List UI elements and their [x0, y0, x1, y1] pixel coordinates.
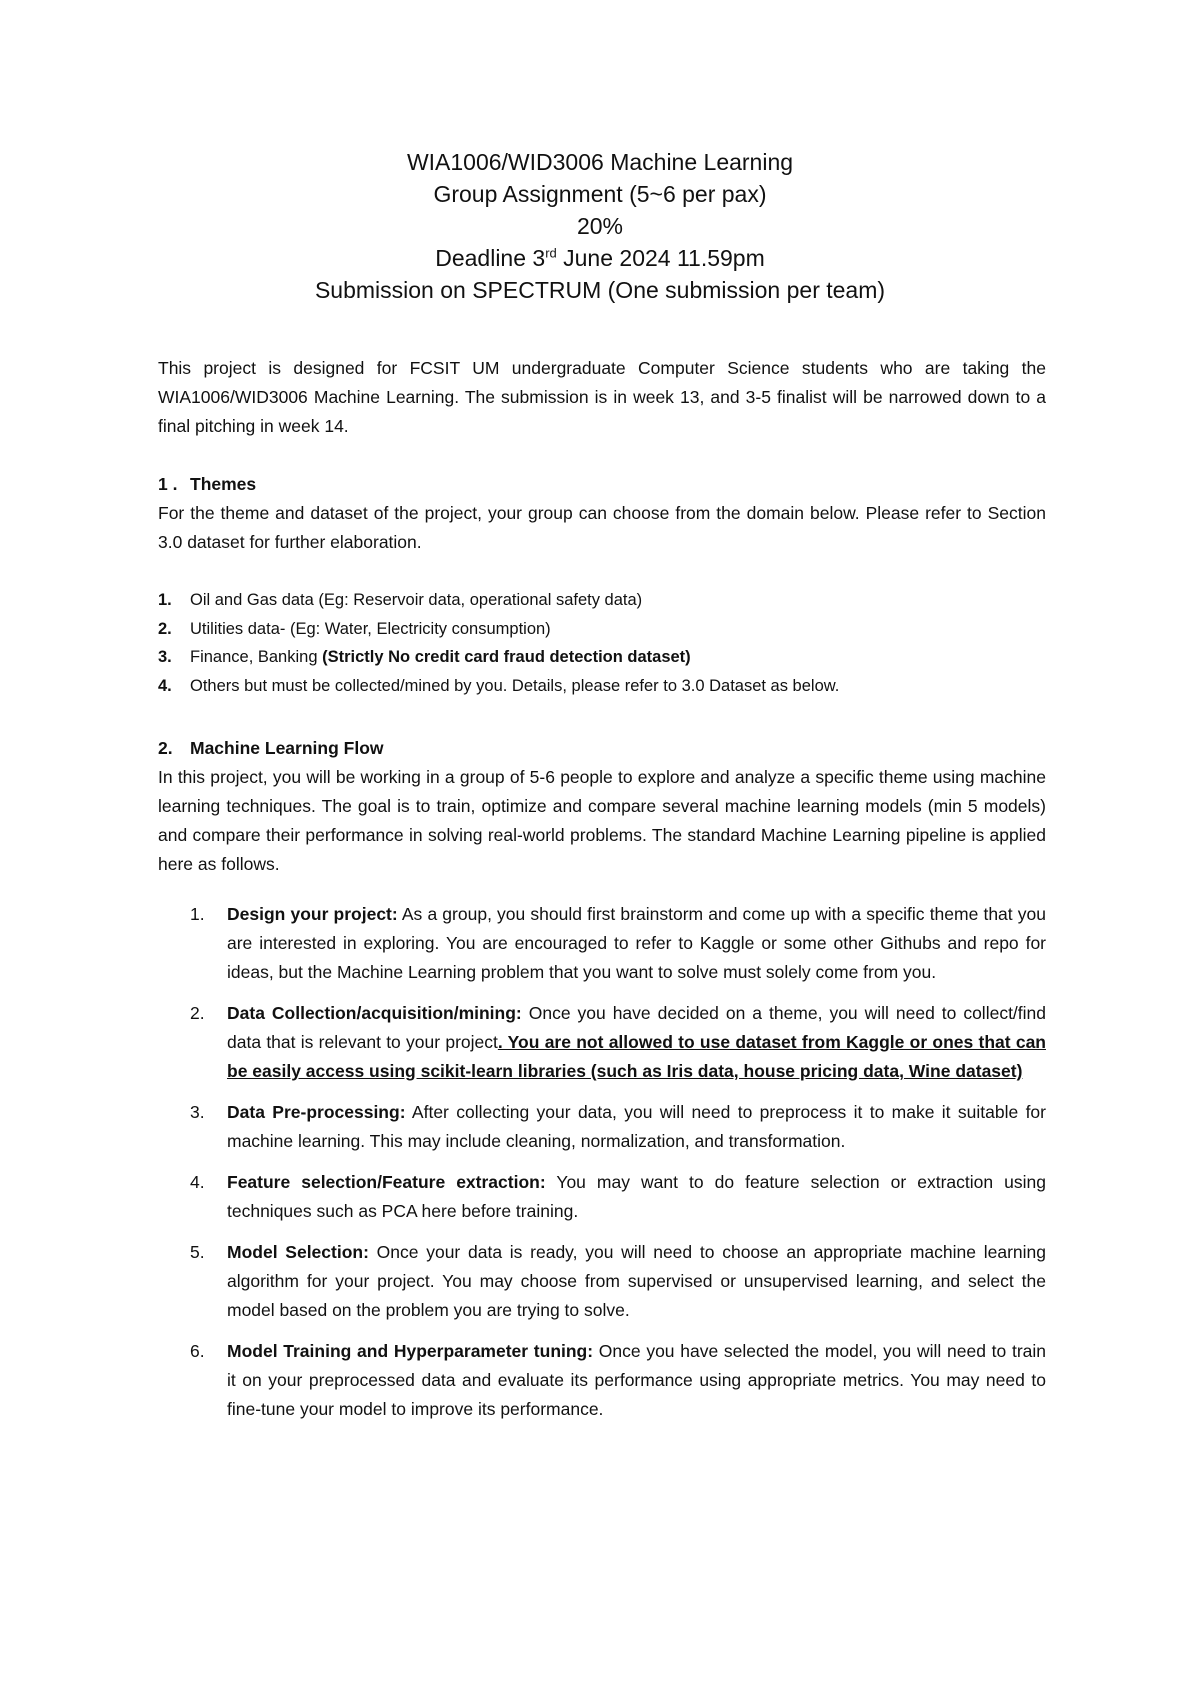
item-text: Others but must be collected/mined by you. Details, please refer to 3.0 Dataset as below. [190, 676, 840, 695]
intro-paragraph: This project is designed for FCSIT UM undergraduate Computer Science students who are taking the WIA1006/WID3006 Machine Learning. The submission is in week 13, and 3-5 finalist will be narrowed down to a final pitching in week 14. [158, 358, 1046, 436]
step-item [158, 1098, 1046, 1156]
list-item [158, 672, 1046, 701]
item-text: Utilities data- (Eg: Water, Electricity consumption) [190, 619, 551, 638]
step-text: You may want to do feature selection or extraction using techniques such as PCA here before training. [227, 1172, 1046, 1221]
section-number: 1 . [158, 474, 178, 494]
section-themes [158, 470, 1046, 700]
step-item [158, 900, 1046, 987]
section-number: 2. [158, 738, 173, 758]
pipeline-steps [158, 900, 1046, 1436]
section-ml-flow [158, 734, 1046, 879]
item-text: Oil and Gas data (Eg: Reservoir data, operational safety data) [190, 591, 643, 609]
step-number: 1. [190, 904, 205, 924]
item-text: Finance, Banking [190, 648, 323, 667]
list-item [158, 586, 1046, 615]
themes-list [158, 586, 1046, 700]
submission-info: Submission on SPECTRUM (One submission per team) [314, 277, 886, 303]
item-number: 4. [158, 676, 172, 695]
weightage: 20% [576, 213, 624, 239]
step-number: 4. [190, 1172, 205, 1192]
section-title: Machine Learning Flow [190, 738, 384, 758]
section-heading [158, 734, 1046, 763]
step-number: 3. [190, 1102, 205, 1122]
course-title: WIA1006/WID3006 Machine Learning [406, 149, 794, 175]
deadline-suffix: June 2024 11.59pm [556, 245, 765, 271]
item-number: 3. [158, 648, 172, 667]
assignment-title: Group Assignment (5~6 per pax) [433, 181, 767, 207]
step-item [158, 999, 1046, 1086]
step-number: 5. [190, 1242, 205, 1262]
step-text: Once you have decided on a theme, you will need to collect/find data that is relevant to your project [227, 1003, 1047, 1052]
step-title: Model Training and Hyperparameter tuning: [227, 1341, 594, 1361]
step-text: Once you have selected the model, you will need to train it on your preprocessed data and evaluate its performance using appropriate metrics. You may need to fine-tune your model to improve its performance. [227, 1341, 1046, 1419]
item-emphasis: (Strictly No credit card fraud detection dataset) [322, 648, 691, 667]
step-title: Model Selection: [227, 1242, 369, 1262]
deadline [0, 242, 1200, 274]
section-text: For the theme and dataset of the project, your group can choose from the domain below. Please refer to Section 3.0 dataset for further elaboration. [158, 503, 1046, 552]
step-underline: . You are not allowed to use dataset from Kaggle or ones that can be easily access using scikit-learn libraries (such as Iris data, house pricing data, Wine dataset) [227, 1032, 1046, 1081]
step-text: As a group, you should first brainstorm and come up with a specific theme that you are interested in exploring. You are encouraged to refer to Kaggle or some other Githubs and repo for ideas, but the Machine Learning problem that you want to solve must solely come from you. [227, 904, 1046, 982]
item-number: 1. [158, 591, 172, 609]
section-title: Themes [190, 474, 257, 494]
section-heading [158, 470, 1046, 499]
step-text: Once your data is ready, you will need to choose an appropriate machine learning algorithm for your project. You may choose from supervised or unsupervised learning, and select the model based on the problem you are trying to solve. [227, 1242, 1046, 1320]
deadline-superscript: rd [545, 245, 557, 261]
step-text: After collecting your data, you will need to preprocess it to make it suitable for machine learning. This may include cleaning, normalization, and transformation. [227, 1102, 1046, 1151]
step-item [158, 1337, 1046, 1424]
step-title: Design your project: [227, 904, 398, 924]
section-text: In this project, you will be working in a group of 5-6 people to explore and analyze a specific theme using machine learning techniques. The goal is to train, optimize and compare several machine learning models (min 5 models) and compare their performance in solving real-world problems. The standard Machine Learning pipeline is applied here as follows. [158, 767, 1046, 874]
step-title: Data Collection/acquisition/mining: [227, 1003, 522, 1023]
step-item [158, 1168, 1046, 1226]
item-number: 2. [158, 619, 172, 638]
list-item [158, 615, 1046, 644]
step-title: Data Pre-processing: [227, 1102, 406, 1122]
step-number: 2. [190, 1003, 205, 1023]
deadline-prefix: Deadline 3 [435, 245, 546, 271]
document-header [0, 146, 1200, 306]
step-number: 6. [190, 1341, 205, 1361]
step-title: Feature selection/Feature extraction: [227, 1172, 546, 1192]
step-item [158, 1238, 1046, 1325]
list-item [158, 643, 1046, 672]
